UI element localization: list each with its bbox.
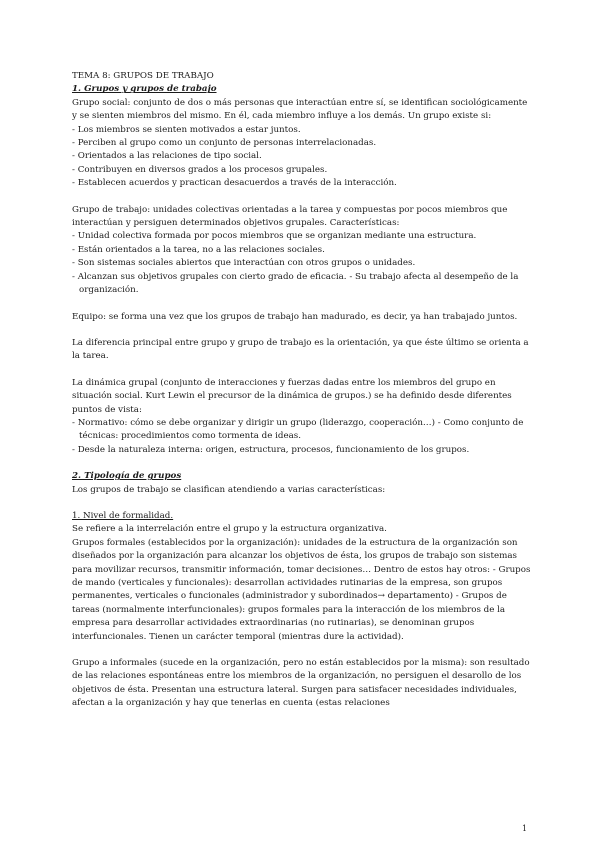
section-2-heading: 2. Tipología de grupos xyxy=(72,471,182,482)
subsection-1-heading: 1. Nivel de formalidad. xyxy=(72,510,174,521)
equipo-paragraph: Equipo: se forma una vez que los grupos de trabajo han madurado, es decir, ya han trabajado juntos. xyxy=(72,311,518,322)
dinamica-paragraph: La dinámica grupal (conjunto de interacciones y fuerzas dadas entre los miembros del grupo en situación social. Kurt Lewin el precursor de la dinámica de grupos.) se ha definido desde diferentes puntos de vista: xyxy=(72,377,512,415)
list-item: - Desde la naturaleza interna: origen, estructura, procesos, funcionamiento de los grupos. xyxy=(72,444,470,455)
list-item: - Alcanzan sus objetivos grupales con cierto grado de eficacia. - Su trabajo afecta al desempeño de la organización. xyxy=(72,271,519,296)
list-item: - Perciben al grupo como un conjunto de personas interrelacionadas. xyxy=(72,138,377,149)
document-title: TEMA 8: GRUPOS DE TRABAJO xyxy=(72,71,214,81)
page-number: 1 xyxy=(522,824,528,833)
grupo-social-paragraph: Grupo social: conjunto de dos o más personas que interactúan entre sí, se identifican sociológicamente y se sienten miembros del mismo. En él, cada miembro influye a los demás. Un grupo existe si: xyxy=(72,97,528,122)
list-item: - Contribuyen en diversos grados a los procesos grupales. xyxy=(72,164,328,175)
dinamica-list xyxy=(72,417,534,457)
diferencia-paragraph: La diferencia principal entre grupo y grupo de trabajo es la orientación, ya que éste último se orienta a la tarea. xyxy=(72,337,529,362)
page-content xyxy=(72,70,534,711)
list-item: - Son sistemas sociales abiertos que interactúan con otros grupos o unidades. xyxy=(72,258,416,269)
grupo-trabajo-list xyxy=(72,230,534,297)
list-item: - Los miembros se sienten motivados a estar juntos. xyxy=(72,124,301,135)
tipologia-intro: Los grupos de trabajo se clasifican atendiendo a varias características: xyxy=(72,484,386,495)
grupo-social-list xyxy=(72,124,534,191)
grupos-informales-paragraph: Grupo a informales (sucede en la organización, pero no están establecidos por la misma): son resultado de las relaciones espontáneas entre los miembros de la organización, no persiguen el desarollo de los objetivos de ésta. Presentan una estructura lateral. Surgen para satisfacer necesidades individuales, afectan a la organización y hay que tenerlas en cuenta (estas relaciones xyxy=(72,658,530,709)
list-item: - Orientados a las relaciones de tipo social. xyxy=(72,151,262,162)
subsection-1-line: Se refiere a la interrelación entre el grupo y la estructura organizativa. xyxy=(72,524,387,535)
list-item: - Normativo: cómo se debe organizar y dirigir un grupo (liderazgo, cooperación…) - Como conjunto de técnicas: procedimientos como tormenta de ideas. xyxy=(72,417,524,442)
list-item: - Establecen acuerdos y practican desacuerdos a través de la interacción. xyxy=(72,178,397,189)
list-item: - Están orientados a la tarea, no a las relaciones sociales. xyxy=(72,244,325,255)
list-item: - Unidad colectiva formada por pocos miembros que se organizan mediante una estructura. xyxy=(72,231,477,242)
grupo-trabajo-paragraph: Grupo de trabajo: unidades colectivas orientadas a la tarea y compuestas por pocos miembros que interactúan y persiguen determinados objetivos grupales. Características: xyxy=(72,204,508,229)
section-1-heading: 1. Grupos y grupos de trabajo xyxy=(72,84,217,95)
grupos-formales-paragraph: Grupos formales (establecidos por la organización): unidades de la estructura de la organización son diseñados por la organización para alcanzar los objetivos de ésta, los grupos de trabajo son sistemas para movilizar recursos, transmitir información, tomar decisiones… Dentro de estos hay otros: - Grupos de mando (verticales y funcionales): desarrollan actividades rutinarias de la empresa, son grupos permanentes, verticales o funcionales (administrador y subordinados→ departamento) - Grupos de tareas (normalmente interfuncionales): grupos formales para la interacción de los miembros de la empresa para desarrollar actividades extraordinarias (no rutinarias), se denominan grupos interfuncionales. Tienen un carácter temporal (mientras dure la actividad). xyxy=(72,537,531,642)
